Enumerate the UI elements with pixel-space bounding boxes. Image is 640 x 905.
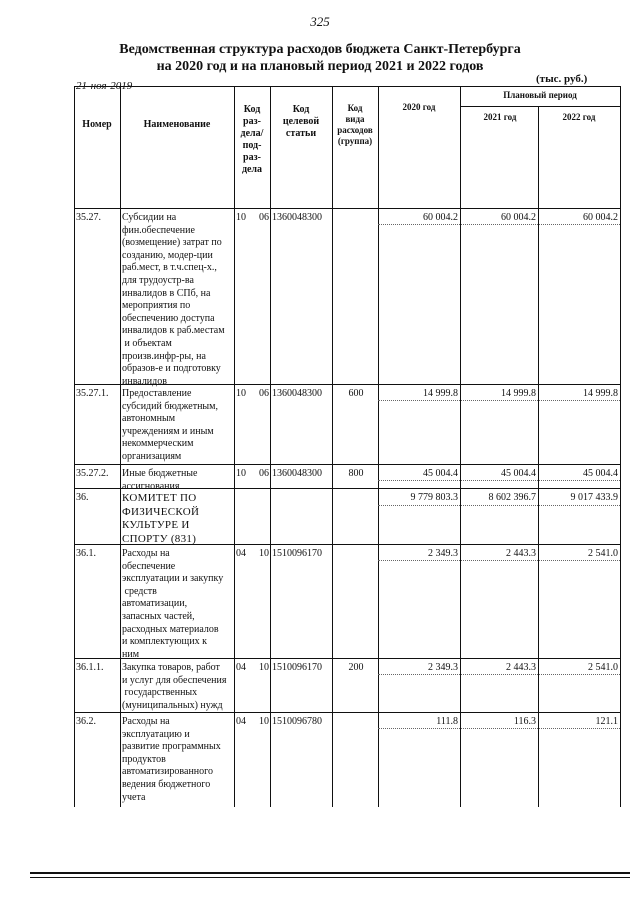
page-number: 325 — [310, 14, 330, 29]
row-value-2022: 9 017 433.9 — [570, 492, 618, 503]
table-top-border — [74, 86, 620, 87]
row-number: 35.27.1. — [76, 388, 109, 399]
row-value-2020: 45 004.4 — [423, 468, 458, 479]
row-section-code: 10 — [236, 212, 246, 223]
planned-period-divider — [460, 106, 620, 107]
header-section-code: Код раз- дела/ под- раз- дела — [240, 104, 264, 175]
row-value-2021: 8 602 396.7 — [488, 492, 536, 503]
row-number: 35.27.2. — [76, 468, 109, 479]
row-name-line: Расходы на — [122, 548, 170, 559]
row-name-line: инвалидов в СПб, на — [122, 287, 211, 299]
row-name-line: развитие программных — [122, 741, 221, 753]
row-name-line: ним — [122, 648, 140, 660]
row-value-2020: 9 779 803.3 — [410, 492, 458, 503]
row-name-line: учета — [122, 791, 146, 803]
row-name-line: КОМИТЕТ ПО — [122, 492, 197, 504]
header-2020: 2020 год — [402, 102, 436, 112]
row-name-line: продуктов — [122, 753, 166, 765]
row-name-line: мероприятия по — [122, 300, 191, 312]
bottom-rule — [30, 872, 630, 874]
row-target-code: 1360048300 — [272, 388, 322, 399]
row-section-code: 10 — [236, 388, 246, 399]
row-target-code: 1510096780 — [272, 716, 322, 727]
col-divider-type — [378, 86, 379, 807]
row-value-2021: 45 004.4 — [501, 468, 536, 479]
row-expense-type: 200 — [348, 662, 364, 673]
row-target-code: 1510096170 — [272, 548, 322, 559]
row-name-line: Закупка товаров, работ — [122, 662, 220, 673]
row-name-line: эксплуатации и закупку — [122, 573, 224, 585]
row-name — [122, 492, 236, 546]
row-value-2022: 14 999.8 — [583, 388, 618, 399]
row-name-line: произв.инфр-ры, на — [122, 350, 206, 362]
row-name-line: обеспечение — [122, 560, 176, 572]
row-number: 36.1. — [76, 548, 96, 559]
header-number: Номер — [82, 119, 112, 130]
row-name-line: Предоставление — [122, 388, 192, 399]
row-name-line: государственных — [122, 687, 198, 699]
row-name-line: инвалидов — [122, 375, 167, 387]
row-value-2022: 121.1 — [595, 716, 618, 727]
col-divider-2021 — [538, 106, 539, 807]
row-value-2021: 2 443.3 — [506, 662, 536, 673]
row-name-line: Расходы на — [122, 716, 170, 727]
header-planned-period: Плановый период — [503, 90, 577, 100]
row-value-2022: 2 541.0 — [588, 548, 618, 559]
row-name-line: и услуг для обеспечения — [122, 674, 227, 686]
row-name-line: эксплуатацию и — [122, 728, 190, 740]
header-target-code: Код целевой статьи — [282, 104, 320, 139]
row-name — [122, 212, 236, 388]
row-value-2020: 2 349.3 — [428, 662, 458, 673]
col-divider-target — [332, 86, 333, 807]
row-value-2021: 14 999.8 — [501, 388, 536, 399]
budget-table — [74, 86, 620, 807]
table-right-border — [620, 86, 621, 807]
row-name-line: расходных материалов — [122, 623, 219, 635]
row-name-line: автономным — [122, 413, 176, 425]
bottom-rule-thin — [30, 877, 630, 878]
header-2021: 2021 год — [483, 112, 517, 122]
row-name-line: обеспечению доступа — [122, 312, 215, 324]
row-name-line: организациям — [122, 450, 182, 462]
col-divider-number — [120, 86, 121, 807]
row-expense-type: 800 — [348, 468, 364, 479]
row-section-code: 04 — [236, 548, 246, 559]
row-subsection-code: 10 — [259, 662, 269, 673]
col-divider-2020 — [460, 86, 461, 807]
row-target-code: 1360048300 — [272, 468, 322, 479]
row-name-line: ведения бюджетного — [122, 778, 211, 790]
row-subsection-code: 10 — [259, 716, 269, 727]
row-value-2020: 14 999.8 — [423, 388, 458, 399]
row-name — [122, 468, 236, 493]
row-number: 36.1.1. — [76, 662, 104, 673]
row-name-line: раб.мест, в т.ч.спец-х., — [122, 262, 217, 274]
row-name — [122, 716, 236, 804]
row-subsection-code: 06 — [259, 212, 269, 223]
row-number: 36. — [76, 492, 89, 503]
row-expense-type: 600 — [348, 388, 364, 399]
row-name-line: ФИЗИЧЕСКОЙ — [122, 505, 200, 518]
row-value-2020: 111.8 — [436, 716, 458, 727]
row-target-code: 1360048300 — [272, 212, 322, 223]
row-value-2022: 2 541.0 — [588, 662, 618, 673]
row-name-line: некоммерческим — [122, 438, 194, 450]
row-name — [122, 662, 236, 712]
value-underline — [378, 505, 620, 506]
row-name-line: ассигнования — [122, 480, 180, 492]
row-value-2022: 45 004.4 — [583, 468, 618, 479]
table-left-border — [74, 86, 75, 807]
document-date: 21-ноя-2019 — [76, 80, 133, 92]
title-line-2: на 2020 год и на плановый период 2021 и 2022 годов — [156, 59, 484, 74]
row-name — [122, 548, 236, 661]
row-name-line: средств — [122, 585, 157, 597]
row-name-line: (возмещение) затрат по — [122, 237, 222, 249]
row-subsection-code: 10 — [259, 548, 269, 559]
row-name — [122, 388, 236, 464]
row-number: 35.27. — [76, 212, 101, 223]
title-line-1: Ведомственная структура расходов бюджета Санкт-Петербурга — [119, 42, 521, 57]
row-separator — [74, 464, 620, 465]
row-value-2021: 60 004.2 — [501, 212, 536, 223]
col-divider-section — [270, 86, 271, 807]
row-subsection-code: 06 — [259, 468, 269, 479]
row-name-line: и комплектующих к — [122, 636, 207, 648]
row-name-line: для трудоустр-ва — [122, 274, 194, 286]
row-number: 36.2. — [76, 716, 96, 727]
row-name-line: учреждениям и иным — [122, 425, 214, 437]
row-name-line: фин.обеспечение — [122, 224, 195, 236]
header-2022: 2022 год — [562, 112, 596, 122]
row-name-line: КУЛЬТУРЕ И — [122, 519, 190, 531]
row-name-line: запасных частей, — [122, 610, 195, 622]
row-subsection-code: 06 — [259, 388, 269, 399]
row-name-line: Иные бюджетные — [122, 468, 198, 479]
row-value-2020: 2 349.3 — [428, 548, 458, 559]
row-value-2020: 60 004.2 — [423, 212, 458, 223]
row-name-line: инвалидов к раб.местам — [122, 325, 225, 337]
row-section-code: 04 — [236, 662, 246, 673]
row-name-line: образов-е и подготовку — [122, 363, 221, 375]
row-name-line: и объектам — [122, 337, 172, 349]
row-section-code: 10 — [236, 468, 246, 479]
row-name-line: автоматизированного — [122, 766, 214, 778]
row-value-2021: 2 443.3 — [506, 548, 536, 559]
row-name-line: СПОРТУ (831) — [122, 532, 197, 545]
row-name-line: созданию, модер-ции — [122, 249, 213, 261]
row-name-line: (муниципальных) нужд — [122, 699, 223, 711]
document-title — [0, 41, 640, 75]
row-name-line: Субсидии на — [122, 212, 177, 223]
row-name-line: субсидий бюджетным, — [122, 400, 218, 412]
row-name-line: автоматизации, — [122, 598, 188, 610]
row-value-2022: 60 004.2 — [583, 212, 618, 223]
header-expense-type: Код вида расходов (группа) — [337, 103, 373, 146]
row-section-code: 04 — [236, 716, 246, 727]
unit-label: (тыс. руб.) — [536, 73, 588, 85]
row-value-2021: 116.3 — [513, 716, 536, 727]
row-target-code: 1510096170 — [272, 662, 322, 673]
header-name: Наименование — [143, 119, 211, 130]
